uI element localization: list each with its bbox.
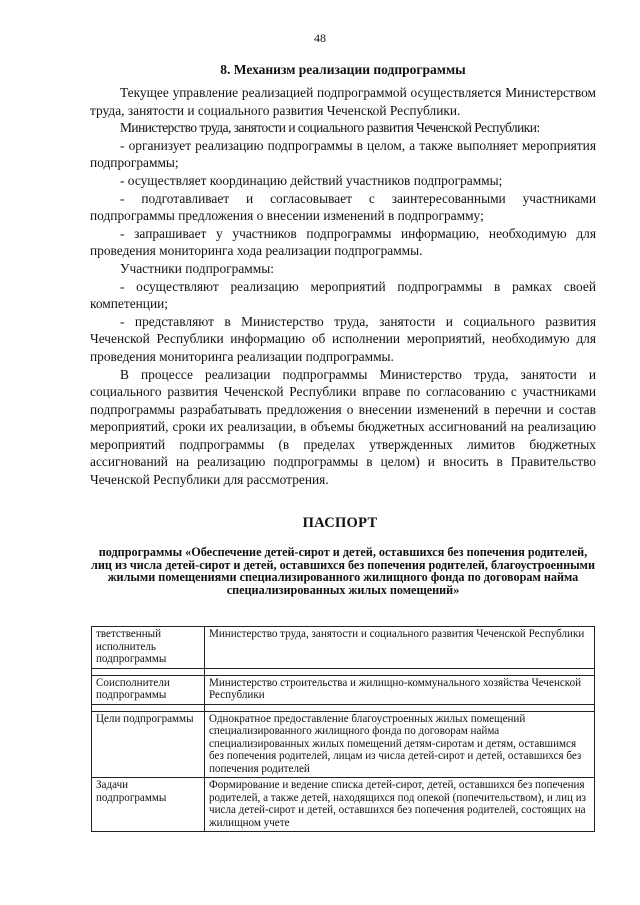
section-body [90,84,596,489]
list-item: - организует реализацию подпрограммы в целом, а также выполняет мероприятия подпрограммы; [90,137,596,171]
table-cell-label: тветственный исполнитель подпрограммы [92,627,205,669]
list-item: - осуществляет координацию действий участников подпрограммы; [120,172,503,188]
passport-subtitle: подпрограммы «Обеспечение детей-сирот и детей, оставшихся без попечения родителей, лиц из числа детей-сирот и детей, оставшихся без попечения родителей, благоустроенными жилыми помещениями специализированного жилищного фонда по договорам найма специализированных жилых помещений» [91,545,595,597]
table-cell-value: Однократное предоставление благоустроенных жилых помещений специализированного жилищного фонда по договорам найма специализированных жилых помещений детям-сиротам и детям, оставшимся без попечения родителей, лицам из числа детей-сирот и детей, оставшихся без попечения родителей [205,711,595,778]
list-item: - представляют в Министерство труда, занятости и социального развития Чеченской Республики информацию об исполнении мероприятий, необходимую для проведения мониторинга реализации подпрограммы. [90,313,596,364]
table-cell-value: Формирование и ведение списка детей-сирот, детей, оставшихся без попечения родителей, а также детей, находящихся под опекой (попечительством), и лиц из числа детей-сирот и детей, оставшихся без попечения родителей, состоящих на жилищном учете [205,778,595,832]
passport-title: ПАСПОРТ [302,515,378,531]
table-row [92,778,595,832]
table-spacer [92,668,595,675]
table-row [92,711,595,778]
table-cell-label: Цели подпрограммы [92,711,205,778]
paragraph: Текущее управление реализацией подпрограммой осуществляется Министерством труда, занятости и социального развития Чеченской Республики. [90,85,596,118]
list-item: - подготавливает и согласовывает с заинтересованными участниками подпрограммы предложения о внесении изменений в подпрограмму; [90,190,596,224]
section-heading: 8. Механизм реализации подпрограммы [220,62,466,77]
list-item: - осуществляют реализацию мероприятий подпрограммы в рамках своей компетенции; [90,278,596,312]
table-spacer [92,704,595,711]
passport-table [91,626,595,832]
paragraph: Министерство труда, занятости и социального развития Чеченской Республики: [120,120,540,136]
table-row [92,675,595,704]
table-cell-value: Министерство труда, занятости и социального развития Чеченской Республики [205,627,595,669]
table-cell-label: Соисполнители подпрограммы [92,675,205,704]
list-item: - запрашивает у участников подпрограммы информацию, необходимую для проведения мониторинга хода реализации подпрограммы. [90,225,596,259]
page-number: 48 [314,31,326,45]
paragraph: В процессе реализации подпрограммы Министерство труда, занятости и социального развития Чеченской Республики вправе по согласованию с участниками подпрограммы разрабатывать предложения о внесении изменений в перечни и состав мероприятий, сроки их реализации, в объемы бюджетных ассигнований на реализацию мероприятий подпрограммы (в пределах утвержденных лимитов бюджетных ассигнований на реализацию подпрограммы в целом) и вносить в Правительство Чеченской Республики для рассмотрения. [90,366,596,488]
table-row [92,627,595,669]
table-cell-value: Министерство строительства и жилищно-коммунального хозяйства Чеченской Республики [205,675,595,704]
table-cell-label: Задачи подпрограммы [92,778,205,832]
paragraph: Участники подпрограммы: [120,260,274,276]
